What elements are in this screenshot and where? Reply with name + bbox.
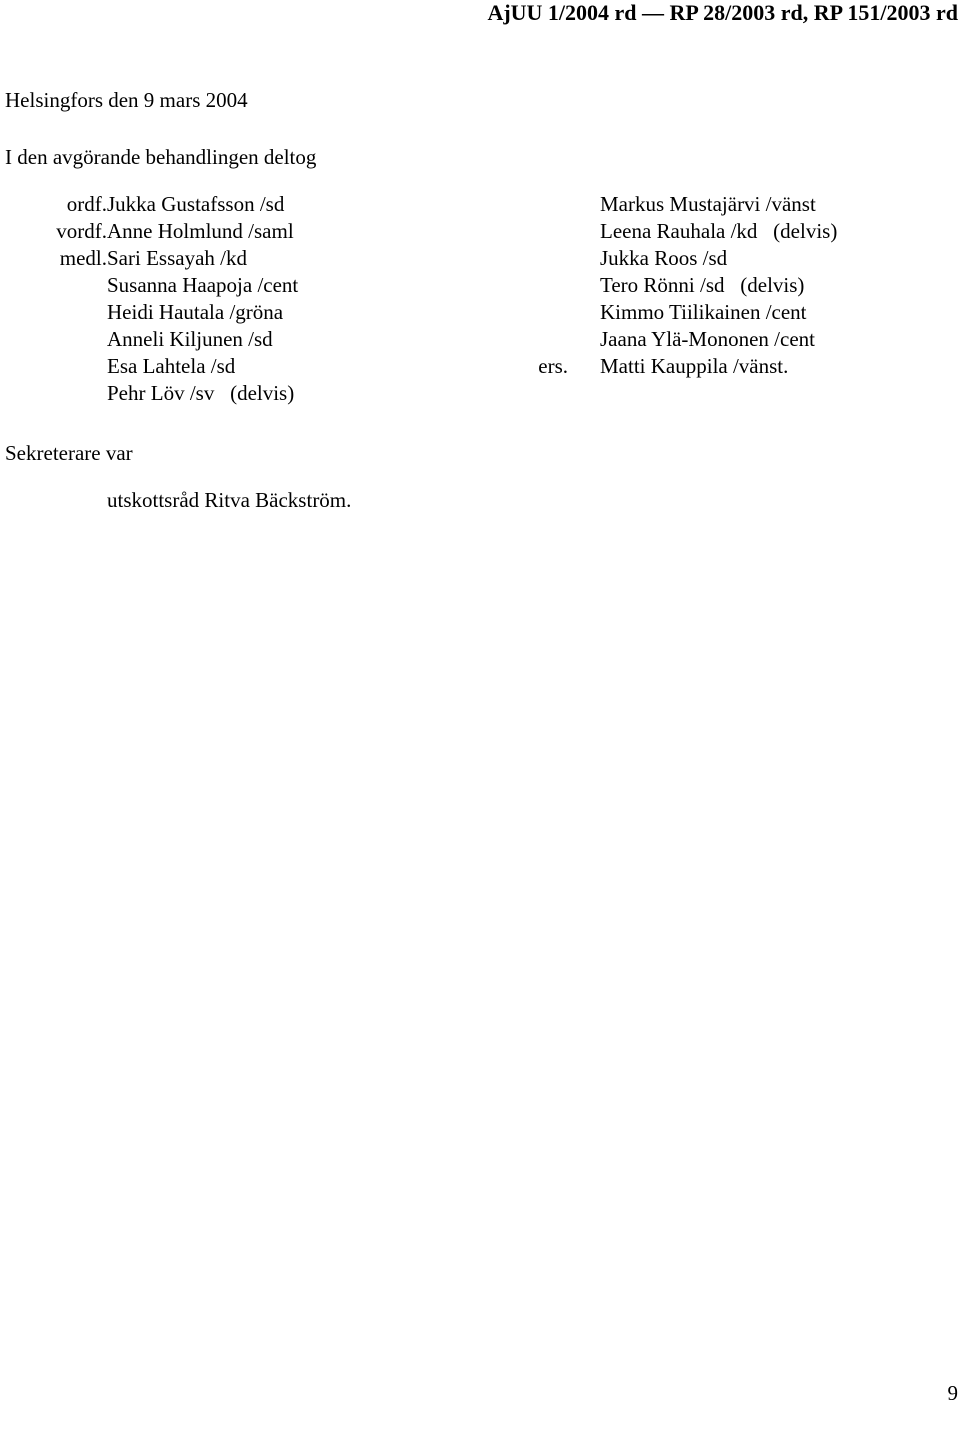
member-name: Susanna Haapoja /cent [107,273,299,297]
member-name: Tero Rönni /sd (delvis) [600,273,805,297]
member-name: Markus Mustajärvi /vänst [600,192,816,216]
member-name: Jaana Ylä-Mononen /cent [600,327,815,351]
member-name: Leena Rauhala /kd (delvis) [600,219,838,243]
document-header: AjUU 1/2004 rd — RP 28/2003 rd, RP 151/2003 rd [487,0,958,25]
member-row [0,299,960,326]
member-name: Kimmo Tiilikainen /cent [600,300,807,324]
member-name: Esa Lahtela /sd [107,354,236,378]
member-name: Anne Holmlund /saml [107,219,294,243]
member-name: Jukka Gustafsson /sd [107,192,285,216]
member-row [0,245,960,272]
member-row [0,353,960,380]
member-name: Heidi Hautala /gröna [107,300,284,324]
member-name: Pehr Löv /sv (delvis) [107,381,295,405]
member-row [0,272,960,299]
date-line: Helsingfors den 9 mars 2004 [5,88,248,112]
member-role: vordf. [56,219,107,243]
intro-line: I den avgörande behandlingen deltog [5,145,317,169]
secretary-name: utskottsråd Ritva Bäckström. [107,488,352,512]
member-row [0,326,960,353]
member-name: Sari Essayah /kd [107,246,247,270]
member-row [0,380,960,407]
member-role: medl. [59,246,107,270]
member-name: Matti Kauppila /vänst. [600,354,789,378]
member-row [0,191,960,218]
page-number: 9 [947,1381,958,1405]
member-role: ordf. [66,192,107,216]
secretary-heading: Sekreterare var [5,441,133,465]
member-role: ers. [538,354,568,378]
member-name: Anneli Kiljunen /sd [107,327,273,351]
member-name: Jukka Roos /sd [600,246,728,270]
member-row [0,218,960,245]
